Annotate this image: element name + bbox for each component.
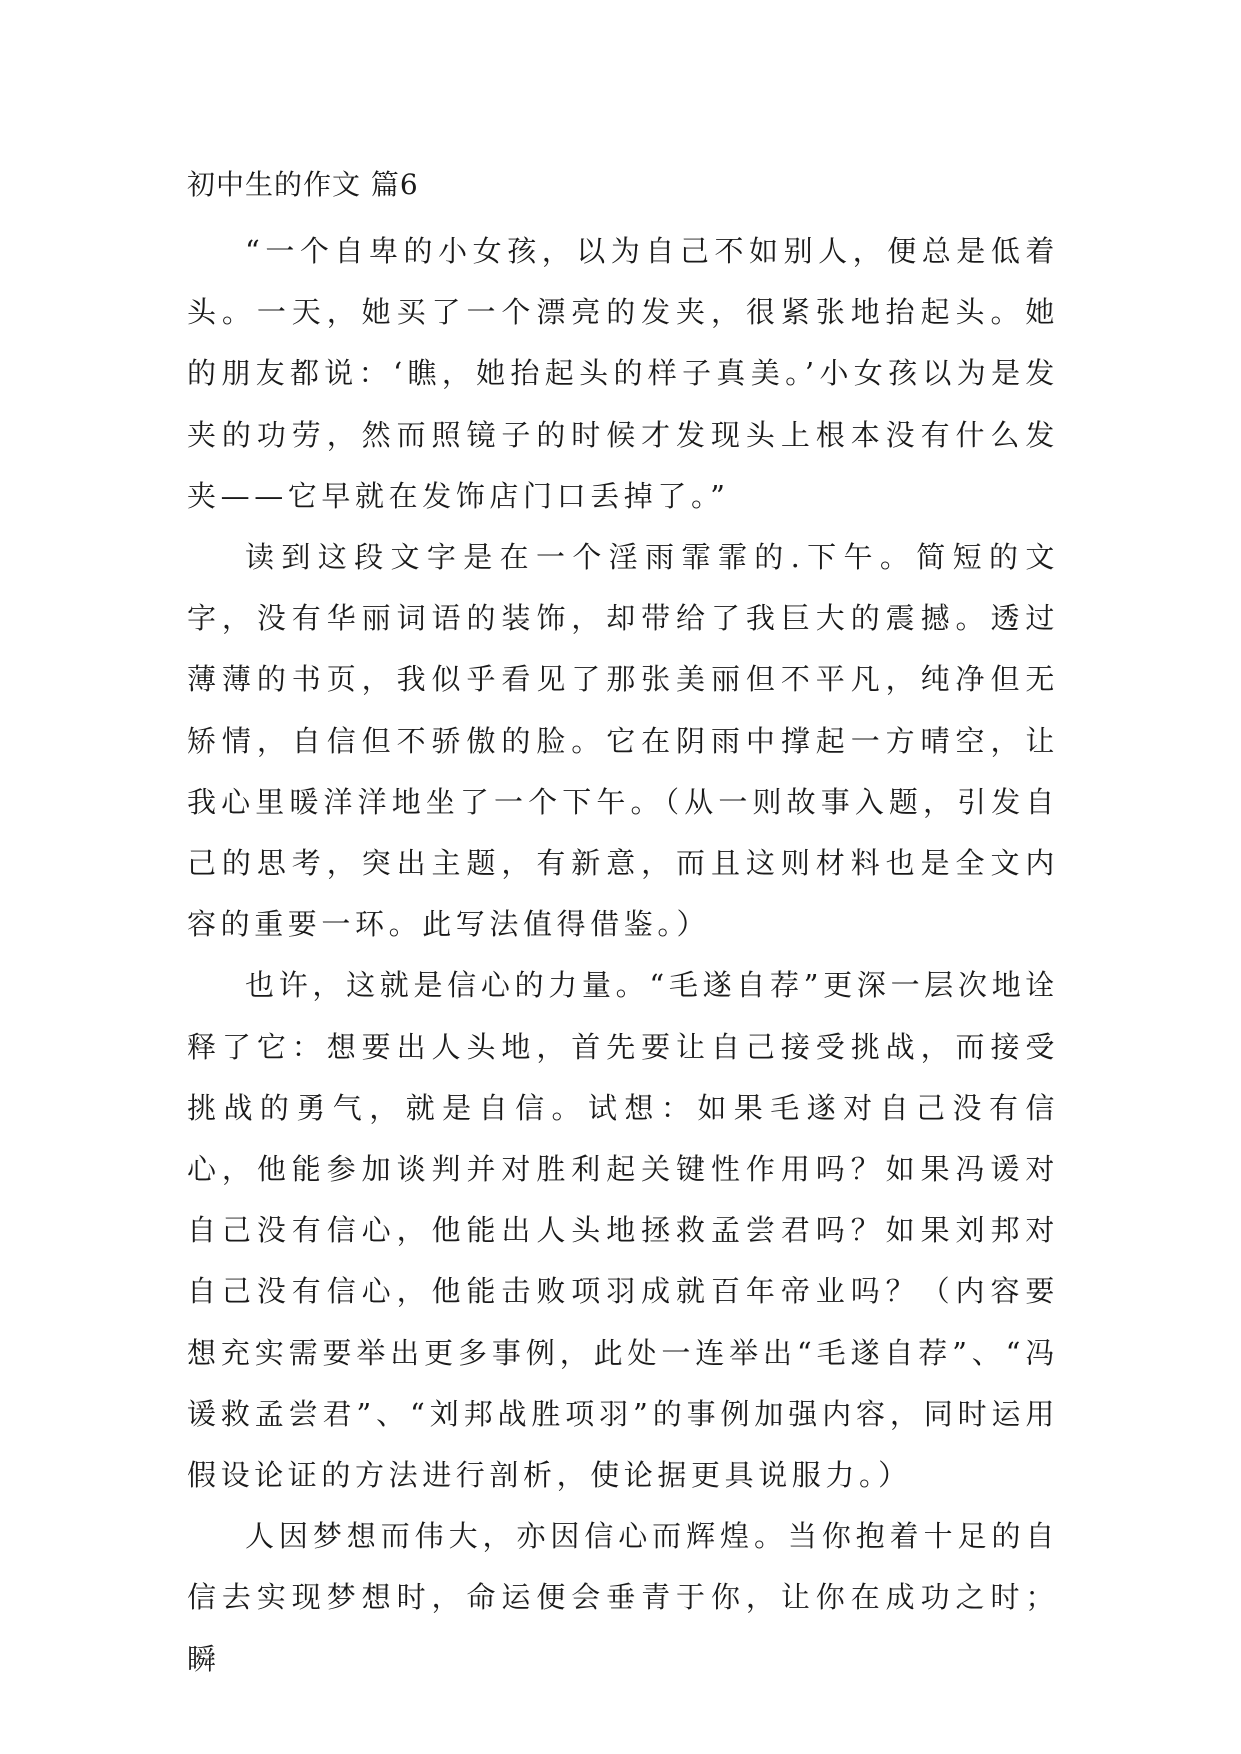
essay-title: 初中生的作文 篇6 [187,168,419,201]
paragraph-power-of-confidence: 也许，这就是信心的力量。“毛遂自荐”更深一层次地诠释了它：想要出人头地，首先要让自己接受挑战，而接受挑战的勇气，就是自信。试想：如果毛遂对自己没有信心，他能参加谈判并对胜利起关键性作用吗？如果冯谖对自己没有信心，他能出人头地拯救孟尝君吗？如果刘邦对自己没有信心，他能击败项羽成就百年帝业吗？（内容要想充实需要举出更多事例，此处一连举出“毛遂自荐”、“冯谖救孟尝君”、“刘邦战胜项羽”的事例加强内容，同时运用假设论证的方法进行剖析，使论据更具说服力。） [187,968,1059,1493]
paragraph-story-quote: “一个自卑的小女孩，以为自己不如别人，便总是低着头。一天，她买了一个漂亮的发夹，很紧张地抬起头。她的朋友都说：‘瞧，她抬起头的样子真美。’小女孩以为是发夹的功劳，然而照镜子的时候才发现头上根本没有什么发夹——它早就在发饰店门口丢掉了。” [187,234,1059,513]
paragraph-dreams-and-confidence: 人因梦想而伟大，亦因信心而辉煌。当你抱着十足的自信去实现梦想时，命运便会垂青于你，让你在成功之时；瞬 [187,1519,1059,1676]
essay-body [187,221,1059,1690]
paragraph-reading-reflection: 读到这段文字是在一个淫雨霏霏的.下午。简短的文字，没有华丽词语的装饰，却带给了我巨大的震撼。透过薄薄的书页，我似乎看见了那张美丽但不平凡，纯净但无矫情，自信但不骄傲的脸。它在阴雨中撑起一方晴空，让我心里暖洋洋地坐了一个下午。（从一则故事入题，引发自己的思考，突出主题，有新意，而且这则材料也是全文内容的重要一环。此写法值得借鉴。） [187,540,1059,942]
